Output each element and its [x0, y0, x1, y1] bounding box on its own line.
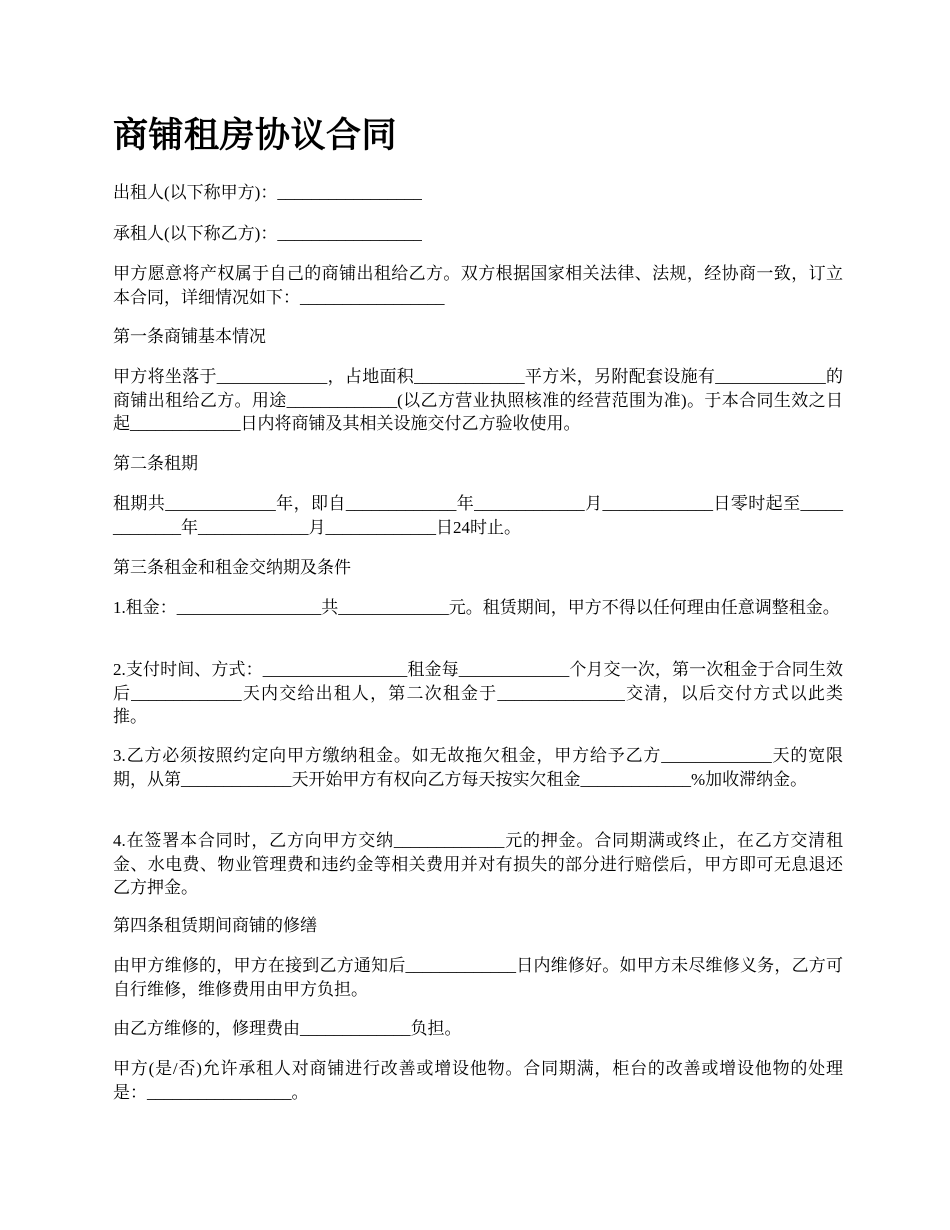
clause-3-1: 1.租金：_________________共_____________元。租赁期间，甲方不得以任何理由任意调整租金。	[113, 598, 840, 617]
section-1-heading: 第一条商铺基本情况	[113, 327, 266, 346]
clause-3-4: 4.在签署本合同时，乙方向甲方交纳_____________元的押金。合同期满或终止，在乙方交清租金、水电费、物业管理费和违约金等相关费用并对有损失的部分进行赔偿后，甲方即可无息退还乙方押金。	[113, 831, 843, 897]
section-3-heading: 第三条租金和租金交纳期及条件	[113, 558, 351, 577]
section-4-improvements: 甲方(是/否)允许承租人对商铺进行改善或增设他物。合同期满，柜台的改善或增设他物的处理是：_________________。	[113, 1059, 843, 1102]
clause-3-2: 2.支付时间、方式：_________________租金每_____________个月交一次，第一次租金于合同生效后_____________天内交给出租人，第二次租金于_______________交清，以后交付方式以此类推。	[113, 660, 843, 726]
section-4-heading: 第四条租赁期间商铺的修缮	[113, 916, 317, 935]
lessee-line: 承租人(以下称乙方)：_________________	[113, 224, 422, 243]
document-title: 商铺租房协议合同	[113, 116, 398, 155]
section-1-body: 甲方将坐落于_____________，占地面积_____________平方米，另附配套设施有_____________的商铺出租给乙方。用途_____________(以乙方营业执照核准的经营范围为准)。于本合同生效之日起_____________日内将商铺及其相关设施交付乙方验收使用。	[113, 367, 843, 433]
section-4-landlord-repair: 由甲方维修的，甲方在接到乙方通知后_____________日内维修好。如甲方未尽维修义务，乙方可自行维修，维修费用由甲方负担。	[113, 956, 843, 999]
lessor-line: 出租人(以下称甲方)：_________________	[113, 183, 422, 202]
section-4-tenant-repair: 由乙方维修的，修理费由_____________负担。	[113, 1019, 462, 1038]
section-2-heading: 第二条租期	[113, 454, 198, 473]
intro-paragraph: 甲方愿意将产权属于自己的商铺出租给乙方。双方根据国家相关法律、法规，经协商一致，订立本合同，详细情况如下：_________________	[113, 264, 843, 307]
clause-3-3: 3.乙方必须按照约定向甲方缴纳租金。如无故拖欠租金，甲方给予乙方_____________天的宽限期，从第_____________天开始甲方有权向乙方每天按实欠租金_____________%加收滞纳金。	[113, 746, 843, 789]
section-2-body: 租期共_____________年，即自_____________年_____________月_____________日零时起至_____________年_____________月_____________日24时止。	[113, 494, 843, 537]
